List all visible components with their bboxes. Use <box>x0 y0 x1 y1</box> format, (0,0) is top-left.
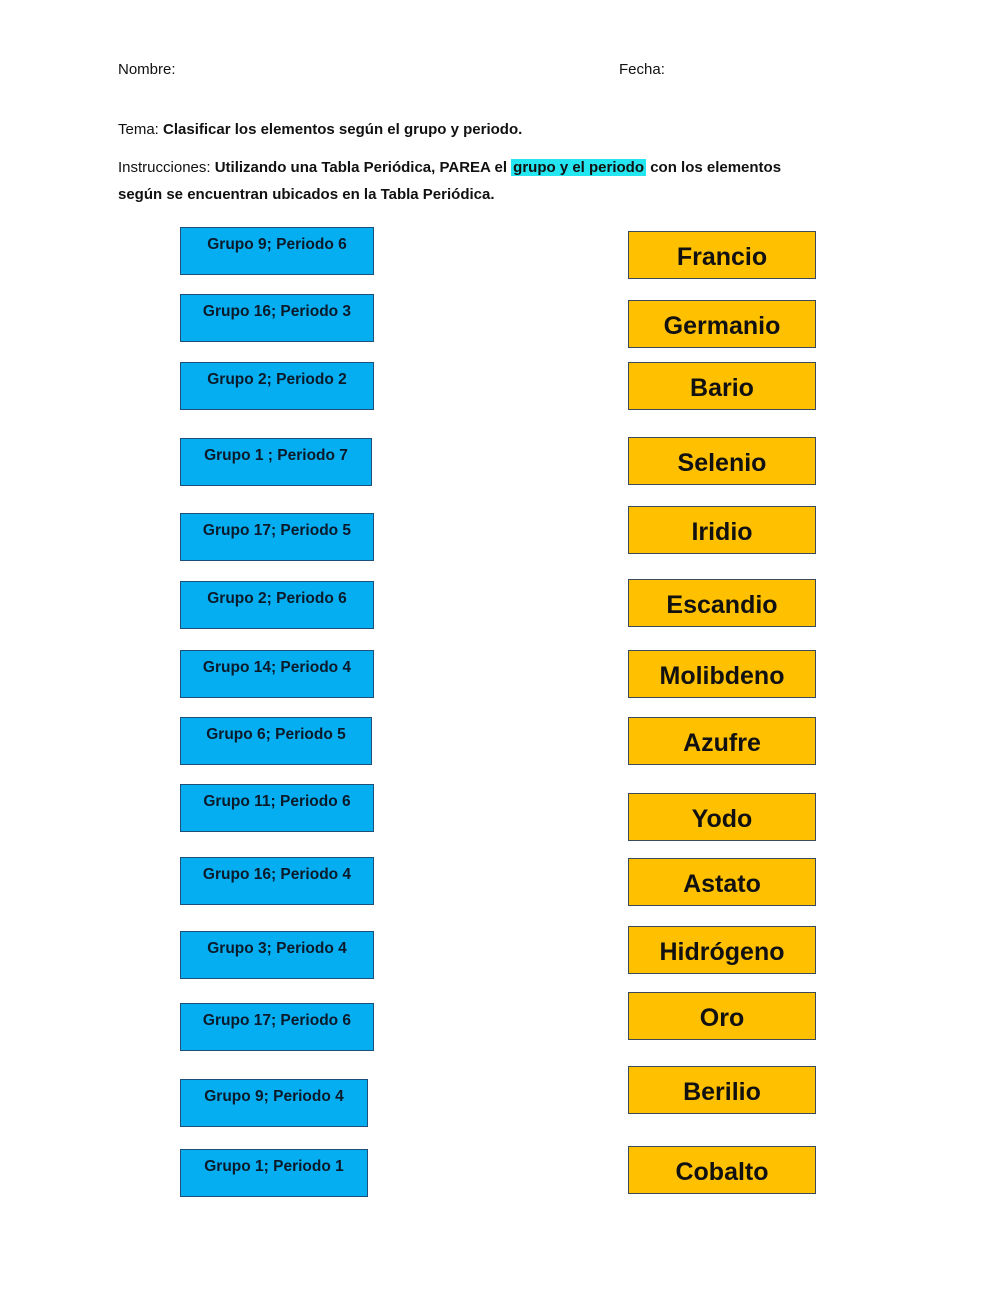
element-label: Escandio <box>666 590 778 619</box>
element-label: Oro <box>699 1003 745 1032</box>
element-label: Astato <box>683 869 761 898</box>
instructions-line-2 <box>118 182 898 208</box>
element-label: Hidrógeno <box>659 937 785 966</box>
instructions-text-line2: según se encuentran ubicados en la Tabla Periódica. <box>118 186 495 203</box>
element-label: Cobalto <box>675 1157 769 1186</box>
group-label: Grupo 1; Periodo 1 <box>204 1158 344 1175</box>
group-label: Grupo 2; Periodo 2 <box>207 371 347 388</box>
group-box-7[interactable] <box>180 650 374 698</box>
tema-label: Tema: <box>118 121 159 138</box>
group-label: Grupo 16; Periodo 3 <box>202 303 352 320</box>
group-box-8[interactable] <box>180 717 372 765</box>
element-label: Yodo <box>691 804 753 833</box>
instructions-label: Instrucciones: <box>118 159 211 176</box>
group-box-13[interactable] <box>180 1079 368 1127</box>
group-box-5[interactable] <box>180 513 374 561</box>
element-box-3[interactable] <box>628 362 816 410</box>
group-label: Grupo 9; Periodo 4 <box>204 1088 344 1105</box>
group-label: Grupo 1 ; Periodo 7 <box>204 447 348 464</box>
instructions-text-before: Utilizando una Tabla Periódica, PAREA el <box>214 159 507 176</box>
date-label: Fecha: <box>619 61 665 78</box>
element-label: Francio <box>676 242 768 271</box>
group-box-2[interactable] <box>180 294 374 342</box>
instructions-line <box>118 155 898 181</box>
tema-text: Clasificar los elementos según el grupo y periodo. <box>163 121 523 138</box>
group-box-1[interactable] <box>180 227 374 275</box>
group-box-11[interactable] <box>180 931 374 979</box>
group-box-6[interactable] <box>180 581 374 629</box>
element-label: Selenio <box>677 448 767 477</box>
group-label: Grupo 16; Periodo 4 <box>202 866 352 883</box>
instructions-highlight: grupo y el periodo <box>513 159 645 176</box>
group-label: Grupo 17; Periodo 5 <box>202 522 352 539</box>
group-label: Grupo 14; Periodo 4 <box>202 659 352 676</box>
element-box-13[interactable] <box>628 1066 816 1114</box>
element-box-5[interactable] <box>628 506 816 554</box>
name-label: Nombre: <box>118 61 176 78</box>
element-box-6[interactable] <box>628 579 816 627</box>
tema-line <box>118 117 898 143</box>
group-label: Grupo 17; Periodo 6 <box>202 1012 352 1029</box>
element-box-2[interactable] <box>628 300 816 348</box>
group-box-12[interactable] <box>180 1003 374 1051</box>
element-box-11[interactable] <box>628 926 816 974</box>
group-box-4[interactable] <box>180 438 372 486</box>
group-label: Grupo 2; Periodo 6 <box>207 590 347 607</box>
element-box-10[interactable] <box>628 858 816 906</box>
group-box-14[interactable] <box>180 1149 368 1197</box>
element-label: Germanio <box>663 311 781 340</box>
instructions-text-after: con los elementos <box>650 159 782 176</box>
group-label: Grupo 3; Periodo 4 <box>207 940 347 957</box>
group-label: Grupo 6; Periodo 5 <box>206 726 346 743</box>
element-label: Azufre <box>683 728 761 757</box>
group-box-10[interactable] <box>180 857 374 905</box>
element-box-8[interactable] <box>628 717 816 765</box>
element-label: Bario <box>690 373 754 402</box>
element-box-9[interactable] <box>628 793 816 841</box>
element-box-4[interactable] <box>628 437 816 485</box>
element-box-7[interactable] <box>628 650 816 698</box>
group-label: Grupo 11; Periodo 6 <box>203 793 351 810</box>
element-box-14[interactable] <box>628 1146 816 1194</box>
element-box-1[interactable] <box>628 231 816 279</box>
group-box-3[interactable] <box>180 362 374 410</box>
element-label: Berilio <box>683 1077 761 1106</box>
element-label: Molibdeno <box>659 661 785 690</box>
element-box-12[interactable] <box>628 992 816 1040</box>
element-label: Iridio <box>691 517 753 546</box>
group-box-9[interactable] <box>180 784 374 832</box>
group-label: Grupo 9; Periodo 6 <box>207 236 347 253</box>
